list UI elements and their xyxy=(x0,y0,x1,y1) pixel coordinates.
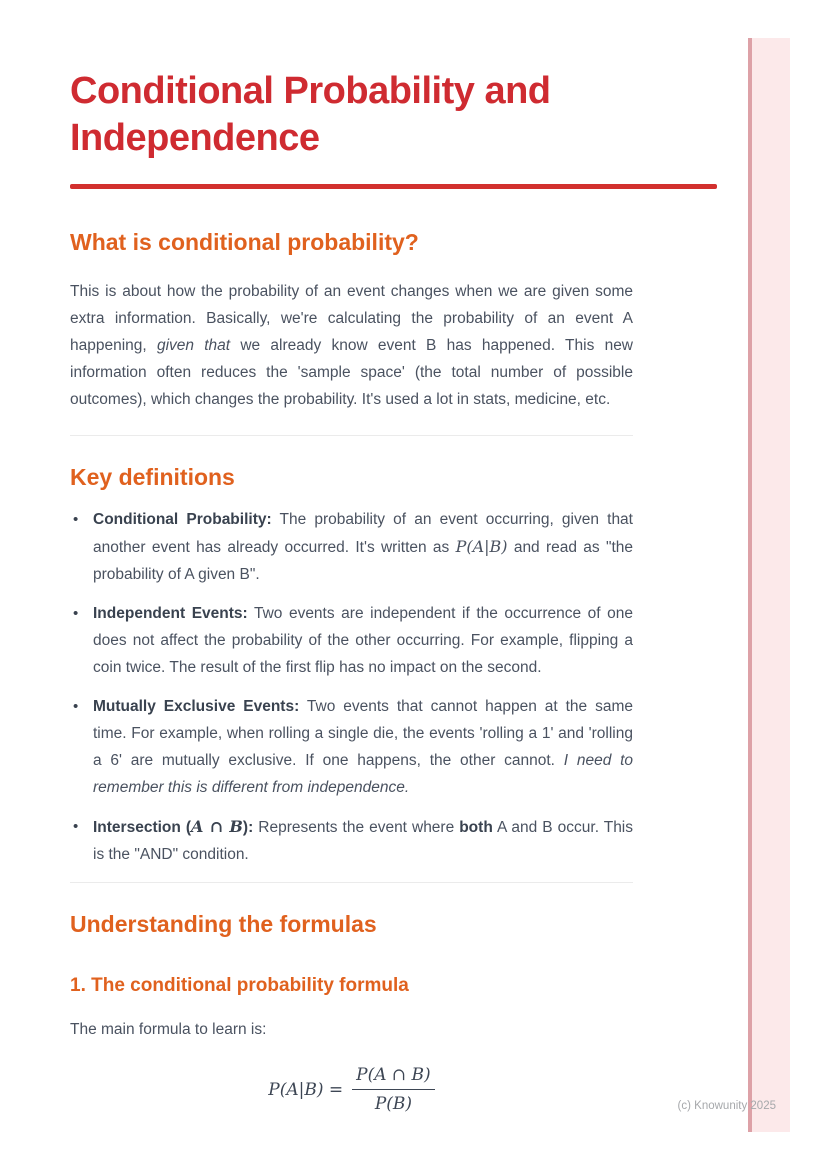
formula-lead-text: The main formula to learn is: xyxy=(70,1021,267,1038)
bullet-icon: • xyxy=(73,511,79,528)
bullet-icon: • xyxy=(73,698,79,715)
section-divider-1 xyxy=(70,435,633,436)
definition-text: Represents the event where xyxy=(253,819,460,836)
list-item-mutually-exclusive-events xyxy=(70,693,633,801)
inline-math-notation: A ∩ B xyxy=(191,817,243,836)
emphasized-word: both xyxy=(459,819,493,836)
formula-lhs: P(A|B) = xyxy=(268,1079,344,1100)
definition-text: Two events are independent if the occurrence of one does not affect the probability of the other occurring. For example, flipping a coin twice. The result of the first flip has no impact on the second. xyxy=(93,605,633,676)
inline-math-notation: P(A|B) xyxy=(455,537,508,556)
intro-text-italic: given that xyxy=(156,337,231,354)
list-item-independent-events xyxy=(70,600,633,681)
subsection-heading-conditional-probability-formula: 1. The conditional probability formula xyxy=(70,975,409,996)
definition-term: Conditional Probability: xyxy=(93,511,272,528)
definition-text: Two events that cannot happen at the same time. For example, when rolling a single die, the events 'rolling a 1' and 'rolling a 6' are mutually exclusive. If one happens, the other cannot. xyxy=(93,698,633,769)
definition-note-italic: I need to remember this is different from independence. xyxy=(93,752,634,796)
document-page xyxy=(70,0,633,1114)
copyright-footer: (c) Knowunity 2025 xyxy=(677,1100,776,1112)
section-heading-understanding-the-formulas: Understanding the formulas xyxy=(70,911,377,937)
intro-text-before: This is about how the probability of an event changes when we are given some extra information. Basically, we're calculating the probability of an event A happening, xyxy=(70,283,633,354)
bullet-icon: • xyxy=(73,605,79,622)
definition-text: and read as "the probability of A given B". xyxy=(93,539,633,583)
definitions-list xyxy=(70,506,633,868)
definition-text: The probability of an event occurring, given that another event has already occurred. It's written as xyxy=(93,511,633,556)
intro-paragraph xyxy=(70,278,633,413)
formula-fraction xyxy=(352,1065,435,1114)
section-divider-2 xyxy=(70,882,633,883)
intro-text-after: we already know event B has happened. This new information often reduces the 'sample space' (the total number of possible outcomes), which changes the probability. It's used a lot in stats, medicine, etc. xyxy=(70,337,634,408)
definition-term: Independent Events: xyxy=(93,605,248,622)
definition-term: Intersection (A ∩ B): xyxy=(93,817,254,836)
section-heading-key-definitions: Key definitions xyxy=(70,464,235,490)
definition-term: Mutually Exclusive Events: xyxy=(93,698,300,715)
list-item-intersection xyxy=(70,813,633,868)
formula-block xyxy=(70,1065,633,1114)
bullet-icon: • xyxy=(73,818,79,835)
section-heading-what-is-conditional-probability: What is conditional probability? xyxy=(70,229,419,255)
page-title: Conditional Probability and Independence xyxy=(70,70,551,159)
list-item-conditional-probability xyxy=(70,506,633,588)
definition-text: A and B occur. This is the "AND" condition. xyxy=(93,819,634,863)
title-rule-divider xyxy=(70,184,717,189)
formula-numerator: P(A ∩ B) xyxy=(352,1065,435,1090)
formula-denominator: P(B) xyxy=(374,1094,413,1114)
conditional-probability-formula xyxy=(268,1065,434,1114)
page-accent-stripe xyxy=(748,38,790,1132)
